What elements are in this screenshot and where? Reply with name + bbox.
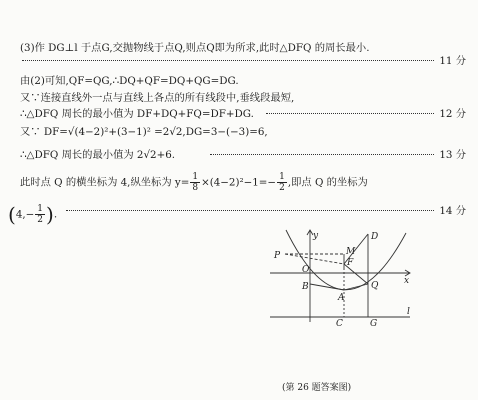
frac-den: 2 [37, 215, 43, 225]
label-x: x [404, 276, 410, 286]
fraction-one-half-2 [35, 204, 45, 225]
solution-line-4 [20, 107, 254, 121]
frac-den: 2 [279, 183, 285, 193]
line-6-text: ∴△DFQ 周长的最小值为 2√2+6. [20, 149, 176, 161]
line-2-text: 由(2)可知,QF=QG,∴DQ+QF=DQ+QG=DG. [20, 75, 239, 87]
solution-line-5 [20, 125, 268, 139]
label-F: F [347, 258, 354, 268]
line-8-post: . [53, 208, 58, 221]
segment-AQ [344, 284, 368, 290]
fraction-one-half [277, 172, 287, 193]
line-3-text: 又∵连接直线外一点与直线上各点的所有线段中,垂线段最短, [20, 92, 295, 104]
label-A: A [338, 293, 345, 303]
score-13: 13 分 [439, 149, 466, 161]
score-12: 12 分 [439, 108, 466, 120]
answer-figure [268, 228, 418, 380]
frac-den: 8 [192, 183, 199, 193]
paren-open: ( [8, 202, 16, 227]
line-8-pre: 4,− [15, 208, 35, 221]
line-7-mid: ×(4−2)²−1=− [201, 176, 277, 189]
fraction-one-eighth [190, 172, 200, 193]
solution-line-3 [20, 91, 294, 105]
line-7-pre: 此时点 Q 的横坐标为 4,纵坐标为 y= [20, 176, 190, 189]
dot-leader-1 [22, 60, 434, 61]
frac-num: 1 [192, 172, 199, 182]
solution-line-1 [20, 41, 369, 55]
segment-BA [310, 284, 344, 290]
dot-leader-4 [266, 113, 434, 114]
label-O: O [302, 265, 310, 275]
dot-leader-8 [66, 210, 434, 211]
solution-line-2 [20, 74, 239, 88]
paren-close: ) [46, 202, 54, 227]
label-G: G [370, 319, 378, 329]
segment-PF [285, 254, 344, 264]
label-y: y [313, 231, 319, 241]
line-7-post: ,即点 Q 的坐标为 [287, 176, 368, 189]
label-D: D [371, 232, 379, 242]
frac-num: 1 [37, 204, 43, 214]
score-11: 11 分 [439, 55, 466, 67]
figure-caption: (第 26 题答案图) [282, 383, 352, 393]
label-l: l [407, 307, 410, 317]
label-B: B [302, 282, 309, 292]
label-C: C [336, 319, 343, 329]
solution-line-8 [8, 204, 57, 225]
frac-num: 1 [279, 172, 285, 182]
solution-line-7 [20, 172, 368, 193]
solution-line-6 [20, 148, 175, 162]
dot-leader-6 [210, 154, 434, 155]
line-1-text: (3)作 DG⊥l 于点G,交抛物线于点Q,则点Q即为所求,此时△DFQ 的周长最小. [20, 42, 370, 54]
line-4-text: ∴△DFQ 周长的最小值为 DF+DQ+FQ=DF+DG. [20, 108, 254, 120]
parabola [286, 230, 406, 290]
label-P: P [274, 251, 281, 261]
label-M: M [346, 247, 356, 257]
score-14: 14 分 [439, 205, 466, 217]
label-Q: Q [371, 281, 379, 291]
line-5-text: 又∵ DF=√(4−2)²+(3−1)² =2√2,DG=3−(−3)=6, [20, 126, 268, 138]
